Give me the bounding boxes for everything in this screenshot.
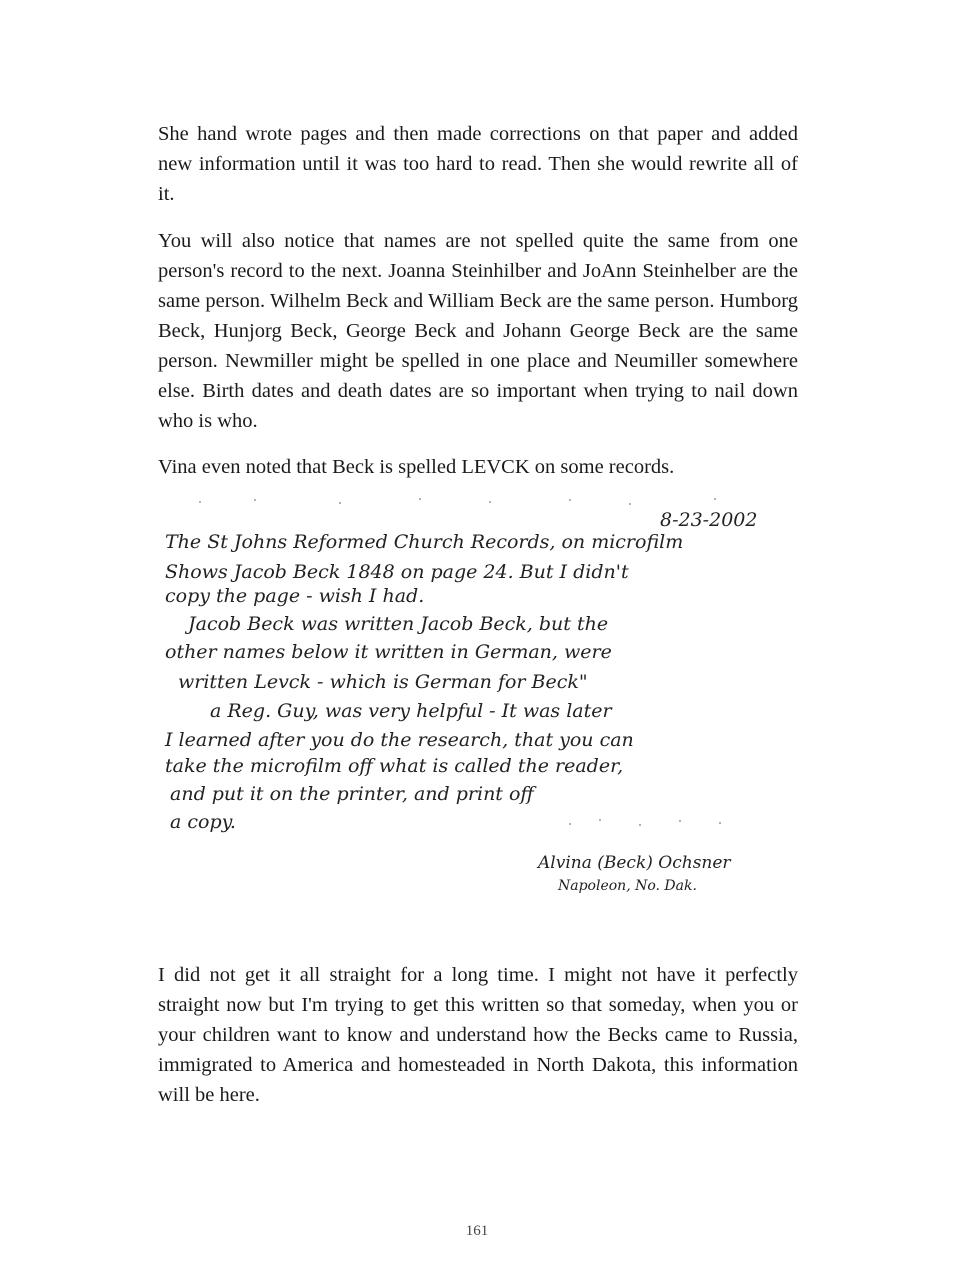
- paragraph-name-spellings: You will also notice that names are not spelled quite the same from one person's record to the next. Joanna Steinhilber and JoAnn Steinhelber are the same person. Wilhelm Beck and William Beck are the same person. Humborg Beck, Hunjorg Beck, George Beck and Johann George Beck are the same person. Newmiller might be spelled in one place and Neumiller somewhere else. Birth dates and death dates are so important when trying to nail down who is who.: [158, 230, 798, 432]
- page-number: 161: [465, 1223, 489, 1239]
- paragraph-levck-note: Vina even noted that Beck is spelled LEVCK on some records.: [158, 456, 675, 478]
- note-signature: Alvina (Beck) Ochsner: [538, 853, 731, 873]
- handwritten-note-image: [160, 490, 800, 900]
- note-line-11: a copy.: [170, 811, 236, 833]
- note-date: 8-23-2002: [660, 509, 758, 531]
- note-line-5: other names below it written in German, were: [165, 641, 612, 663]
- note-line-1: The St Johns Reformed Church Records, on microfilm: [165, 531, 684, 553]
- note-line-10: and put it on the printer, and print off: [170, 783, 534, 805]
- note-line-8: I learned after you do the research, that you can: [165, 729, 634, 751]
- note-line-3: copy the page - wish I had.: [165, 585, 425, 607]
- note-location: Napoleon, No. Dak.: [558, 878, 697, 894]
- note-line-4: Jacob Beck was written Jacob Beck, but the: [188, 613, 609, 635]
- handwritten-note-scan: [160, 490, 800, 900]
- paragraph-straight-record: I did not get it all straight for a long time. I might not have it perfectly straight now but I'm trying to get this written so that someday, when you or your children want to know and understand how the Becks came to Russia, immigrated to America and homesteaded in North Dakota, this information will be here.: [158, 964, 798, 1106]
- note-line-2: Shows Jacob Beck 1848 on page 24. But I didn't: [165, 561, 629, 583]
- paragraph-handwritten-pages: She hand wrote pages and then made corrections on that paper and added new information until it was too hard to read. Then she would rewrite all of it.: [158, 123, 798, 205]
- note-line-9: take the microfilm off what is called the reader,: [165, 755, 624, 777]
- note-line-7: a Reg. Guy, was very helpful - It was later: [210, 700, 612, 722]
- note-line-6: written Levck - which is German for Beck": [178, 671, 588, 693]
